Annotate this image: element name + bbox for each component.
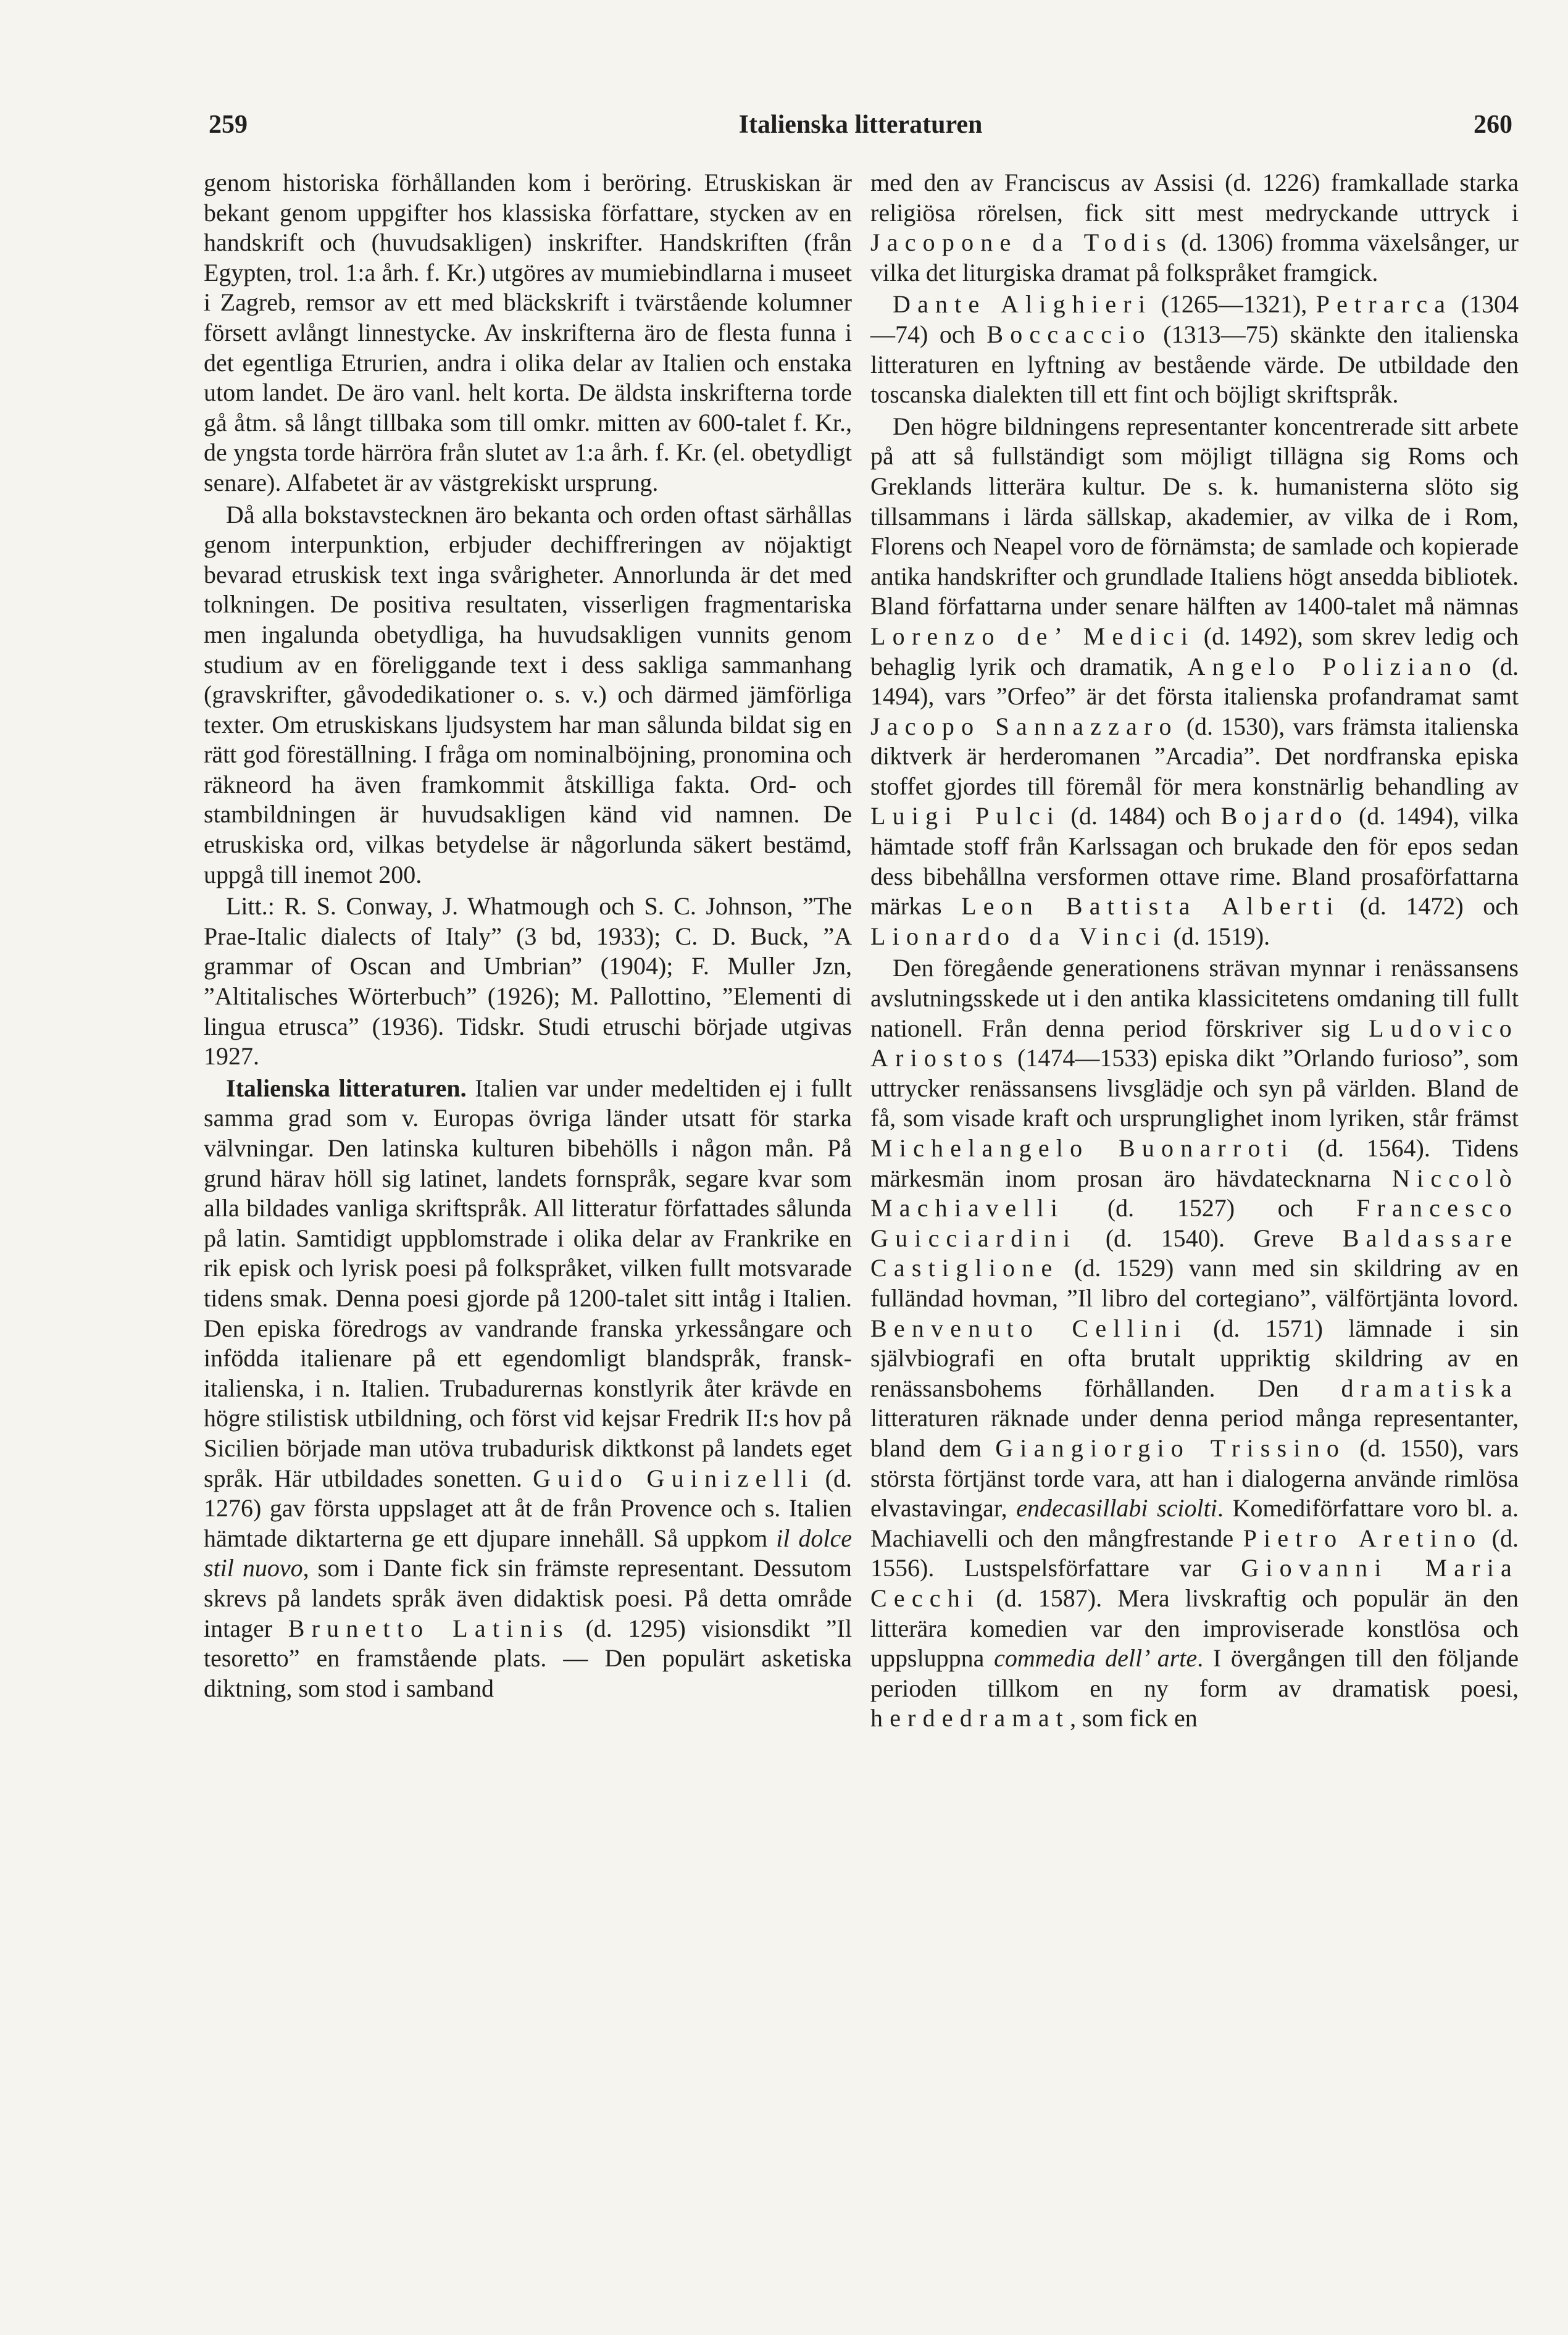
text-run: genom historiska förhållanden kom i beröring. Etruskiskan är bekant genom uppgifter hos klassiska författare, stycken av en handskrift och (huvudsakligen) inskrifter. Handskriften (från Egypten, trol. 1:a årh. f. Kr.) utgöres av mumiebindlarna i museet i Zagreb, remsor av ett med bläckskrift i tvärstående kolumner försett avlångt linnestycke. Av inskrifterna äro de flesta funna i det egentliga Etrurien, andra i olika delar av Italien och enstaka utom landet. De äro vanl. helt korta. De äldsta inskrifterna torde gå åtm. så långt tillbaka som till omkr. mitten av 600-talet f. Kr., de yngsta torde härröra från slutet av 1:a årh. f. Kr. (el. obetydligt senare). Alfabetet är av västgrekiskt ursprung.	[204, 169, 852, 496]
text-run: (d. 1527) och	[1064, 1194, 1357, 1222]
paragraph	[870, 412, 1519, 952]
text-run: (d. 1530), vars främsta italienska diktverk är herderomanen ”Arcadia”. Det nordfranska episka stoffet gjordes till föremål för mera konstnärlig behandling av	[870, 712, 1519, 800]
text-run: (d. 1484) och	[1061, 802, 1221, 830]
text-run: , som i Dante fick sin främste representant. Dessutom skrevs på landets språk även didaktisk poesi. På detta område intager	[204, 1554, 852, 1642]
text-run: Den föregående generationens strävan mynnar i renässansens avslutningsskede ut i den antika klassicitetens omdaning till fullt nationell. Från denna period förskriver sig	[870, 954, 1519, 1042]
paragraph	[870, 953, 1519, 1733]
text-run: (1304—74) och	[870, 290, 1519, 348]
text-run: (d. 1519).	[1167, 922, 1270, 950]
text-run: (d. 1564). Tidens märkesmän inom prosan äro hävdatecknarna	[870, 1134, 1519, 1192]
text-run: (d. 1295) visionsdikt ”Il tesoretto” en framstående plats. — Den populärt asketiska diktning, som stod i samband	[204, 1614, 852, 1702]
text-run: (d. 1472) och	[1340, 892, 1519, 921]
paragraph	[870, 290, 1519, 409]
text-run: litteraturen räknade under denna period många representanter, bland dem	[870, 1404, 1519, 1462]
spaced-name: Jacopone da Todis	[870, 228, 1174, 257]
paragraph	[204, 168, 852, 498]
text-run: (d. 1556). Lustspelsförfattare var	[870, 1524, 1519, 1582]
spaced-name: Dante Alighieri	[893, 290, 1153, 319]
text-run: (d. 1494), vilka hämtade stoff från Karlssagan och brukade den för epos sedan dess bibehållna versformen ottave rime. Bland prosaförfattarna märkas	[870, 802, 1519, 921]
spaced-name: Jacopo Sannazzaro	[870, 712, 1178, 740]
text-run: (d. 1587). Mera livskraftig och populär än den litterära komedien var den improviserade konstlösa och uppsluppna	[870, 1584, 1519, 1673]
spaced-name: Brunetto Latinis	[288, 1614, 570, 1642]
page-number-right: 260	[1474, 111, 1512, 139]
spaced-name: Pietro Aretino	[1243, 1524, 1483, 1552]
right-column	[870, 168, 1519, 1736]
spaced-name: Michelangelo Buonarroti	[870, 1134, 1295, 1162]
text-run: Italien var under medeltiden ej i fullt samma grad som v. Europas övriga länder utsatt för starka välvningar. Den latinska kulturen bibehölls i någon mån. På grund härav höll sig latinet, landets fornspråk, segare kvar som alla bildades vanliga skriftspråk. All litteratur författades sålunda på latin. Samtidigt uppblomstrade i olika delar av Frankrike en rik episk och lyrisk poesi på folkspråket, vilken fullt motsvarade tidens smak. Denna poesi gjorde på 1200-talet sitt intåg i Italien. Den episka föredrogs av vandrande franska yrkessångare och infödda italienare på ett egendomligt blandspråk, fransk-italienska, i n. Italien. Trubadurernas konstlyrik åter krävde en högre stilistisk utbildning, och först vid kejsar Fredrik II:s hov på Sicilien började man utöva trubadurisk diktkonst på landets eget språk. Här utbildades sonetten.	[204, 1074, 852, 1492]
text-run: , som fick en	[1070, 1704, 1198, 1732]
text-run: (d. 1571) lämnade i sin självbiografi en ofta brutalt uppriktig skildring av en renässansbohems förhållanden. Den	[870, 1314, 1519, 1402]
page-header	[209, 106, 1512, 149]
spaced-name: Leon Battista Alberti	[961, 892, 1340, 921]
spaced-name: Luigi Pulci	[870, 802, 1061, 830]
page-number-left: 259	[209, 111, 248, 139]
spaced-name: Lionardo da Vinci	[870, 922, 1167, 950]
spaced-name: Giovanni Maria Cecchi	[870, 1554, 1519, 1612]
spaced-name: Francesco Guicciardini	[870, 1194, 1519, 1252]
text-run: (d. 1494), vars ”Orfeo” är det första italienska profandramat samt	[870, 652, 1519, 711]
text-run: Litt.: R. S. Conway, J. Whatmough och S. C. Johnson, ”The Prae-Italic dialects of Italy” (3 bd, 1933); C. D. Buck, ”A grammar of Oscan and Umbrian” (1904); F. Muller Jzn, ”Altitalisches Wörterbuch” (1926); M. Pallottino, ”Elementi di lingua etrusca” (1936). Tidskr. Studi etruschi började utgivas 1927.	[204, 892, 852, 1071]
spaced-name: Lorenzo de’ Medici	[870, 622, 1195, 650]
spaced-name: dramatiska	[1341, 1374, 1519, 1402]
spaced-name: Giangiorgio Trissino	[995, 1434, 1346, 1462]
text-run: Då alla bokstavstecknen äro bekanta och orden oftast särhållas genom interpunktion, erbjuder dechiffreringen av nöjaktigt bevarad etruskisk text inga svårigheter. Annorlunda är det med tolkningen. De positiva resultaten, visserligen fragmentariska men ingalunda obetydliga, ha huvudsakligen vunnits genom studium av en föreliggande text i dess sakliga sammanhang (gravskrifter, gåvodedikationer o. s. v.) och därmed jämförliga texter. Om etruskiskans ljudsystem har man sålunda bildat sig en rätt god föreställning. I fråga om nominalböjning, pronomina och räkneord ha även framkommit åtskilliga fakta. Ord- och stambildningen är huvudsakligen känd vid namnen. De etruskiska ord, vilkas betydelse är någorlunda säkert bestämd, uppgå till inemot 200.	[204, 500, 852, 888]
running-title: Italienska litteraturen	[738, 111, 983, 139]
paragraph	[870, 168, 1519, 288]
text-run: (d. 1276) gav första uppslaget att åt de från Provence och s. Italien hämtade diktarterna ge ett djupare innehåll. Så uppkom	[204, 1464, 852, 1552]
text-run: (d. 1306) fromma växelsånger, ur vilka det liturgiska dramat på folkspråket framgick.	[870, 228, 1519, 286]
text-run: . Komediförfattare voro bl. a. Machiavelli och den mångfrestande	[870, 1494, 1519, 1552]
text-run: . I övergången till den följande perioden tillkom en ny form av dramatisk poesi,	[870, 1644, 1519, 1702]
text-run: med den av Franciscus av Assisi (d. 1226) framkallade starka religiösa rörelsen, fick sitt mest medryckande uttryck i	[870, 169, 1519, 227]
paragraph	[204, 1074, 852, 1703]
spaced-name: Guido Guinizelli	[533, 1464, 815, 1492]
italic-term: endecasillabi sciolti	[1016, 1494, 1217, 1523]
spaced-name: Petrarca	[1316, 290, 1453, 319]
left-column	[204, 168, 852, 1705]
text-run: (d. 1540). Greve	[1077, 1224, 1343, 1252]
section-heading: Italienska litteraturen.	[226, 1074, 467, 1102]
spaced-name: Bojardo	[1220, 802, 1349, 830]
text-run: Den högre bildningens representanter koncentrerade sitt arbete på att så fullständigt som möjligt tillägna sig Roms och Greklands litterära kultur. De s. k. humanisterna slöto sig tillsammans i lärda sällskap, akademier, av vilka de i Rom, Florens och Neapel voro de förnämsta; de samlade och kopierade antika handskrifter och grundlade Italiens högt ansedda bibliotek. Bland författarna under senare hälften av 1400-talet må nämnas	[870, 412, 1519, 620]
italic-term: commedia dell’ arte	[994, 1644, 1198, 1673]
paragraph	[204, 892, 852, 1072]
italic-term: il dolce stil nuovo	[204, 1524, 852, 1582]
paragraph	[204, 500, 852, 890]
spaced-name: Baldassare Castiglione	[870, 1224, 1519, 1282]
text-run: (d. 1492), som skrev ledig och behaglig lyrik och dramatik,	[870, 622, 1519, 680]
spaced-name: herdedramat	[870, 1704, 1070, 1732]
spaced-name: Niccolò Machiavelli	[870, 1164, 1519, 1222]
spaced-name: Angelo Poliziano	[1187, 652, 1478, 680]
text-run: (1474—1533) episka dikt ”Orlando furioso”, som uttrycker renässansens livsglädje och syn på världen. Bland de få, som visade kraft och ursprunglighet inom lyriken, står främst	[870, 1044, 1519, 1132]
spaced-name: Ludovico Ariostos	[870, 1014, 1519, 1072]
text-run: (1313—75) skänkte den italienska litteraturen en lyftning av bestående värde. De utbildade den toscanska dialekten till ett fint och böjligt skriftspråk.	[870, 320, 1519, 409]
text-run: (d. 1529) vann med sin skildring av en fulländad hovman, ”Il libro del cortegiano”, välförtjänta lovord.	[870, 1254, 1519, 1312]
text-run: (d. 1550), vars största förtjänst torde vara, att han i dialogerna använde rimlösa elvastavingar,	[870, 1434, 1519, 1523]
text-run: (1265—1321),	[1152, 290, 1316, 319]
spaced-name: Benvenuto Cellini	[870, 1314, 1188, 1342]
spaced-name: Boccaccio	[986, 320, 1152, 348]
